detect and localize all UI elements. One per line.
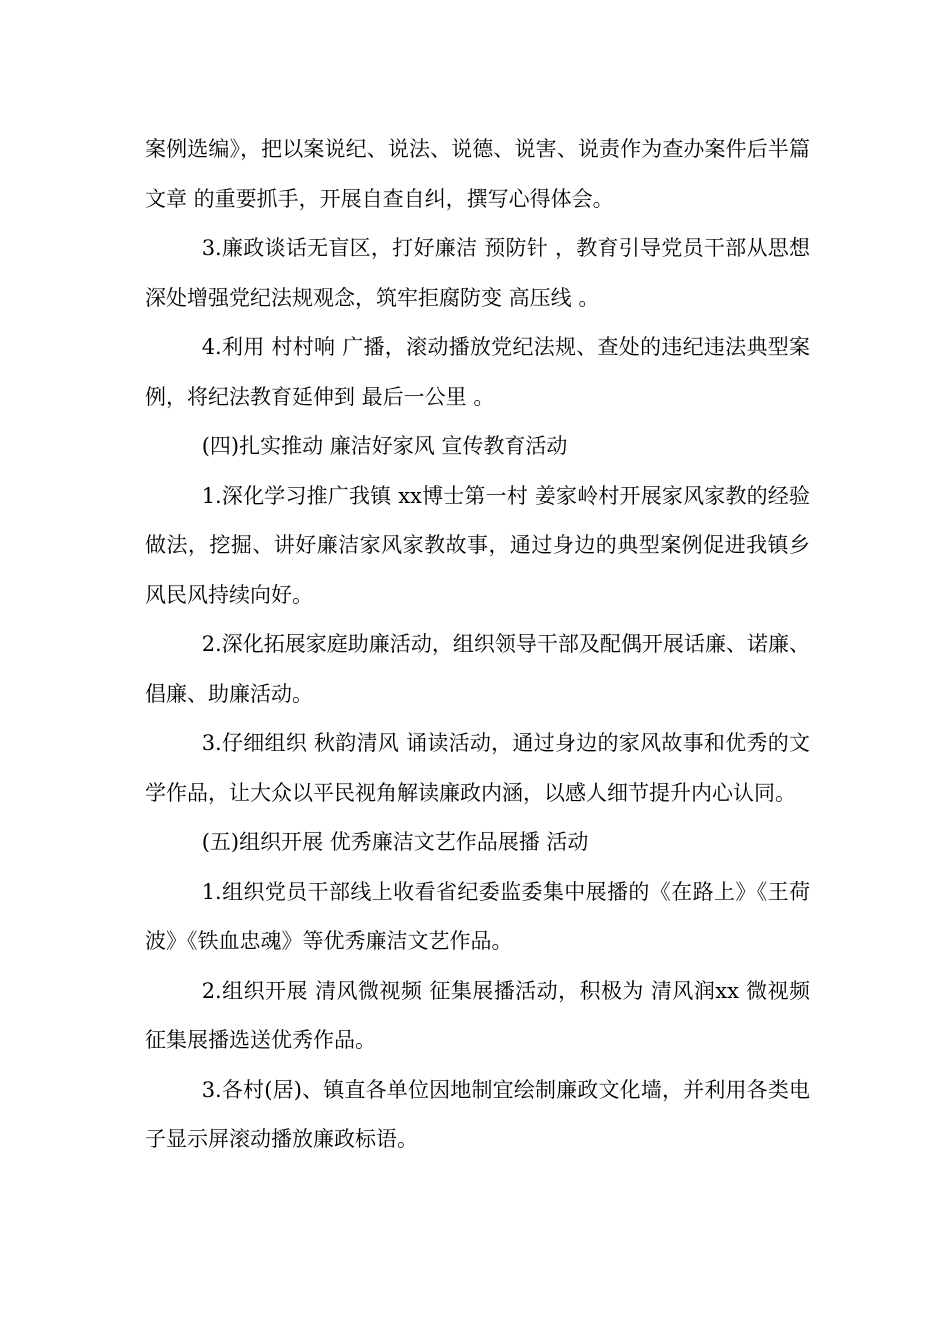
section-heading-art-works: (五)组织开展 优秀廉洁文艺作品展播 活动: [201, 830, 589, 854]
paragraph-case-study: 案例选编》，把以案说纪、说法、说德、说害、说责作为查办案件后半篇文章 的重要抓手，开展自查自纠，撰写心得体会。: [145, 137, 810, 211]
paragraph-integrity-talks: 3.廉政谈话无盲区，打好廉洁 预防针 ，教育引导党员干部从思想深处增强党纪法规观念，筑牢拒腐防变 高压线 。: [145, 236, 810, 310]
paragraph-family-integrity: 2.深化拓展家庭助廉活动，组织领导干部及配偶开展话廉、诺廉、倡廉、助廉活动。: [145, 632, 810, 706]
paragraph-autumn-reading: 3.仔细组织 秋韵清风 诵读活动，通过身边的家风故事和优秀的文学作品，让大众以平民视角解读廉政内涵，以感人细节提升内心认同。: [145, 731, 810, 805]
paragraph-family-education: 1.深化学习推广我镇 xx博士第一村 姜家岭村开展家风家教的经验做法，挖掘、讲好廉洁家风家教故事，通过身边的典型案例促进我镇乡风民风持续向好。: [145, 483, 810, 607]
paragraph-online-viewing: 1.组织党员干部线上收看省纪委监委集中展播的《在路上》《王荷波》《铁血忠魂》等优秀廉洁文艺作品。: [145, 879, 810, 953]
document-body: [145, 125, 810, 1165]
section-heading-family-style: (四)扎实推动 廉洁好家风 宣传教育活动: [201, 434, 568, 458]
paragraph-micro-video: 2.组织开展 清风微视频 征集展播活动，积极为 清风润xx 微视频征集展播选送优秀作品。: [145, 978, 810, 1052]
paragraph-village-broadcast: 4.利用 村村响 广播，滚动播放党纪法规、查处的违纪违法典型案例，将纪法教育延伸到 最后一公里 。: [145, 335, 810, 409]
paragraph-culture-wall: 3.各村(居)、镇直各单位因地制宜绘制廉政文化墙，并利用各类电子显示屏滚动播放廉政标语。: [145, 1077, 810, 1151]
